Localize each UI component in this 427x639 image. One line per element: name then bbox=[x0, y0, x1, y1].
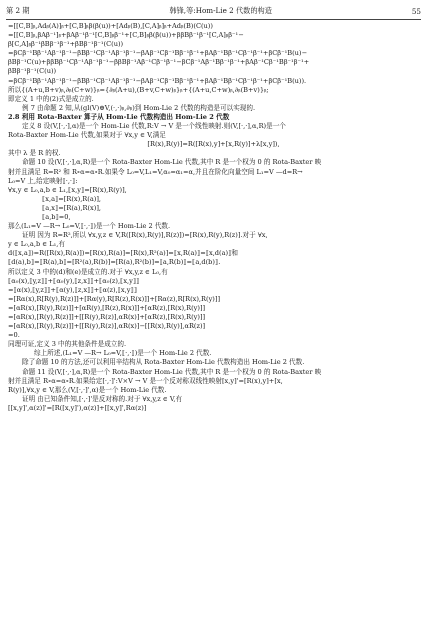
text-line: L₀=V 上,给定映射⟦·,·⟧: bbox=[8, 176, 78, 185]
text-line: β[C,A]ᵦβ⁻¹βBβ⁻¹β⁻¹+βBβ⁻¹β⁻¹(C(u)) bbox=[8, 40, 124, 49]
text-line: R(y)],∀x,y ∈ V,那么(V,[·,·]',α)是一个 Hom-Lie 代数. bbox=[8, 385, 167, 394]
text-line: =[αR(x),[R(y),R(z)]]+[αR(y),[R(z),R(x)]]+[αR(z),[R(x),R(y)]] bbox=[8, 303, 206, 312]
text-line: d(⟦x,a⟧)=R([R(x),R(a)])=[R(x),R(a)]=[R(x),R²(a)]=⟦x,R(a)⟧=⟦x,d(a)⟧和 bbox=[8, 249, 238, 258]
issue-number: 第 2 期 bbox=[6, 6, 30, 15]
text-line: =[[C,B]ᵦ,βAβ⁻¹]ᵦ+βAβ⁻¹β⁻¹[C,B]ᵦβ⁻¹+[C,B]ᵦβ(β(u))+ββBβ⁻¹β⁻¹[C,A]ᵦβ⁻¹− bbox=[8, 31, 244, 40]
text-line: βBβ⁻¹β⁻¹(C(u)) bbox=[8, 67, 57, 76]
text-line: 所以{(A+u,B+v)ᵦ,∂ᵦ(C+w)}ᵦ={∂ᵦ(A+u),(B+v,C+w)ᵦ}ᵦ+{(A+u,C+w)ᵦ,∂ᵦ(B+v)}ᵦ; bbox=[8, 85, 269, 94]
text-line: =⟦α(x),⟦y,z⟧⟧+⟦α(y),⟦z,x⟧⟧+⟦α(z),⟦x,y⟧⟧ bbox=[8, 285, 137, 294]
text-line: 综上所述,(L₁=V —R→ L₀=V,⟦·,·⟧)是一个 Hom-Lie 2 代数. bbox=[34, 349, 212, 358]
text-line: =[[C,B]ᵦ,Adᵦ(A)]ᵦ+[C,B]ᵦβ(β(u))+[Adᵦ(B),[C,A]ᵦ]ᵦ+Adᵦ(B)(C(u)) bbox=[8, 22, 213, 30]
text-line: ⟦α₀(x),⟦y,z⟧⟧+⟦α₀(y),⟦z,x⟧⟧+⟦α₀(z),⟦x,y⟧⟧ bbox=[8, 276, 140, 285]
text-line: 例 7 由命题 2 知,从(gl(V)⊕V,(·,·)ᵦ,∂ᵦ)到 Hom-Lie 2 代数的构造是可以实现的. bbox=[22, 103, 256, 112]
text-line: Rota-Baxter Hom-Lie 代数,如果对于 ∀x,y ∈ V,满足 bbox=[8, 131, 166, 140]
text-line: βBβ⁻¹C(u)+ββBβ⁻¹Cβ⁻¹Aβ⁻¹β⁻¹−ββBβ⁻¹Aβ⁻¹Cβ⁻¹β⁻¹−βCβ⁻¹Aβ⁻¹Bβ⁻¹β⁻¹+βAβ⁻¹Cβ⁻¹Bβ⁻¹β⁻¹+ bbox=[8, 58, 310, 67]
text-line: 定义 8 设(V,[·,·],α)是一个 Hom-Lie 代数,R:V → V 是一个线性映射.则(V,[·,·],α,R)是一个 bbox=[22, 122, 286, 131]
text-line: 2.8 利用 Rota-Baxter 算子从 Hom-Lie 代数构造出 Hom-Lie 2 代数 bbox=[8, 112, 230, 121]
text-line: ⟦x,a⟧=[R(x),R(a)], bbox=[42, 194, 102, 203]
text-line: 所以定义 3 中的(d)和(e)是成立的.对于 ∀x,y,z ∈ L₀,有 bbox=[8, 267, 168, 276]
text-line: =0. bbox=[8, 331, 20, 340]
text-line: ∀x,y ∈ L₀,a,b ∈ L₁,⟦x,y⟧=[R(x),R(y)], bbox=[8, 185, 127, 194]
running-header bbox=[6, 4, 421, 18]
text-line: [[x,y]',α(z)]'=[R([x,y]'),α(z)]+[[x,y]',Rα(z)] bbox=[8, 403, 147, 412]
text-line: =βCβ⁻¹Bβ⁻¹Aβ⁻¹β⁻¹−βBβ⁻¹Cβ⁻¹Aβ⁻¹β⁻¹−βAβ⁻¹Cβ⁻¹Bβ⁻¹β⁻¹+βAβ⁻¹Bβ⁻¹Cβ⁻¹β⁻¹+βCβ⁻¹B(u)). bbox=[8, 76, 307, 85]
text-line: =[αR(x),[R(y),R(z)]]+[[R(y),R(z)],αR(x)]+[αR(z),[R(x),R(y)]] bbox=[8, 313, 206, 321]
text-line: 即定义 1 中的(2)式是成立的. bbox=[8, 94, 94, 103]
header-rule bbox=[6, 19, 421, 20]
text-line: 证明 因为 R=R²,所以 ∀x,y,z ∈ V,R([R(x),R(y)],R(z)])=[R(x),R(y),R(z)].对于 ∀x, bbox=[22, 231, 268, 240]
text-line: =[Rα(x),R[R(y),R(z)]]+[Rα(y),R[R(z),R(x)]]+[Rα(z),R[R(x),R(y)]] bbox=[8, 294, 221, 303]
body-text bbox=[8, 22, 419, 637]
text-line: 其中 λ 是 R 的权. bbox=[8, 149, 61, 158]
text-line: 命题 10 设(V,[·,·],α,R)是一个 Rota-Baxter Hom-Lie 代数,其中 R 是一个权为 0 的 Rota-Baxter 映 bbox=[22, 158, 322, 167]
text-line: 那么(L₁=V —R→ L₀=V,⟦·,·⟧)是一个 Hom-Lie 2 代数. bbox=[8, 222, 171, 231]
text-line: ⟦a,x⟧=[R(a),R(x)], bbox=[42, 203, 102, 212]
text-line: 命题 11 设(V,[·,·],α,R)是一个 Rota-Baxter Hom-Lie 代数,其中 R 是一个权为 0 的 Rota-Baxter 映 bbox=[22, 367, 322, 376]
text-line: y ∈ L₀,a,b ∈ L₁,有 bbox=[8, 240, 65, 249]
text-line: 射并且满足 R∘α=α∘R.如果给定[·,·]':V×V → V 是一个反对称双线性映射[x,y]'=[R(x),y]+[x, bbox=[8, 376, 283, 385]
page-number: 55 bbox=[411, 6, 421, 16]
text-line: 同理可证,定义 3 中的其他条件是成立的. bbox=[8, 340, 127, 349]
text-line: 除了命题 10 的方法,还可以利用辛结构从 Rota-Baxter Hom-Lie 代数构造出 Hom-Lie 2 代数. bbox=[22, 358, 305, 367]
text-line: 证明 由已知条件知,[·,·]'是反对称的.对于 ∀x,y,z ∈ V,有 bbox=[22, 394, 183, 403]
running-title: 韩锋,等:Hom-Lie 2 代数的构造 bbox=[169, 6, 272, 15]
text-line: 射并且满足 R=R² 和 R∘α=α∘R.如果令 L₀=V,L₁=V,α₀=α₁=α,并且在阶化向量空间 L₁=V —d=R→ bbox=[8, 167, 303, 176]
text-line: ⟦a,b⟧=0, bbox=[42, 212, 71, 221]
text-line: ⟦d(a),b⟧=⟦R(a),b⟧=[R²(a),R(b)]=[R(a),R²(b)]=⟦a,R(b)⟧=⟦a,d(b)⟧. bbox=[8, 258, 221, 267]
text-line: =βCβ⁻¹Bβ⁻¹Aβ⁻¹β⁻¹−βBβ⁻¹Cβ⁻¹Aβ⁻¹β⁻¹−βAβ⁻¹Cβ⁻¹Bβ⁻¹β⁻¹+βAβ⁻¹Bβ⁻¹Cβ⁻¹β⁻¹+βCβ⁻¹B(u)− bbox=[8, 49, 308, 58]
text-line: =[αR(x),[R(y),R(z)]]+[[R(y),R(z)],αR(x)]−[[R(x),R(y)],αR(z)] bbox=[8, 322, 206, 331]
text-line: [R(x),R(y)]=R([R(x),y]+[x,R(y)]+λ[x,y]), bbox=[147, 140, 280, 149]
